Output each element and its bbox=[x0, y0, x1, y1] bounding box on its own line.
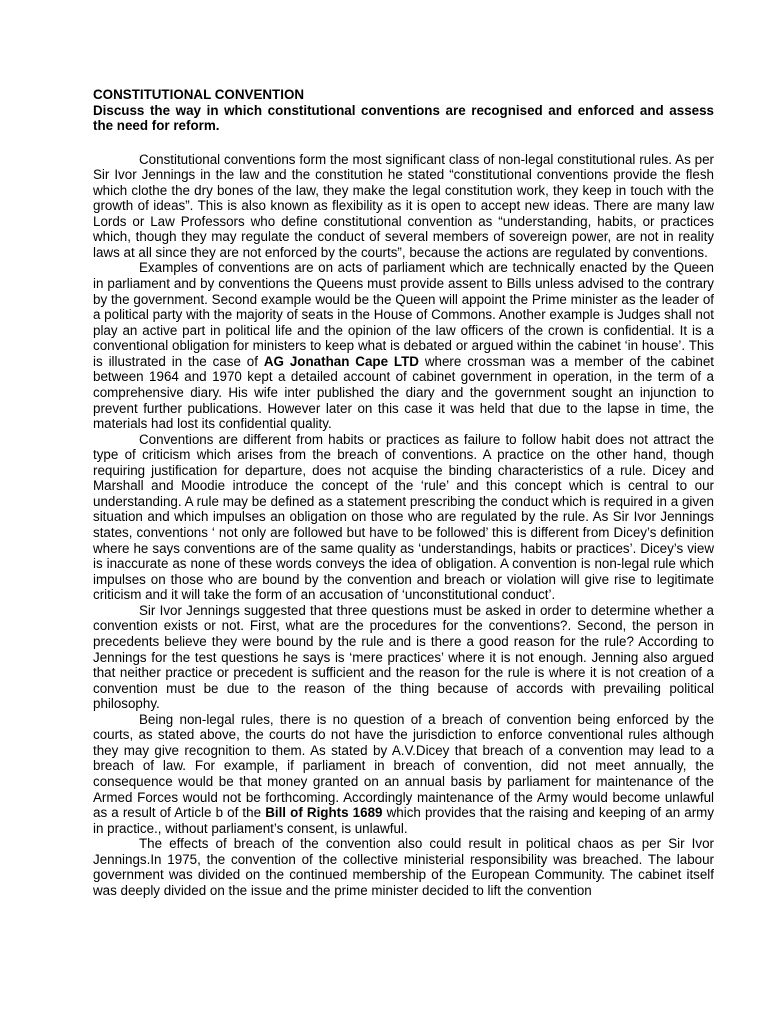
spacer bbox=[93, 134, 714, 152]
essay-question: Discuss the way in which constitutional conventions are recognised and enforced and assess the need for reform. bbox=[93, 102, 714, 133]
paragraph-5 bbox=[93, 712, 714, 837]
paragraph-text: Sir Ivor Jennings suggested that three questions must be asked in order to determine whether a convention exists or not. First, what are the procedures for the conventions?. Second, the person in precedents believe they were bound by the rule and is there a good reason for the rule? According to Jennings for the test questions he says is ‘mere practices’ where it is not enough. Jenning also argued that neither practice or precedent is sufficient and the reason for the rule is where it is not creation of a convention must be due to the reason of the thing because of accords with prevailing political philosophy. bbox=[93, 602, 714, 712]
statute-citation: Bill of Rights 1689 bbox=[265, 805, 383, 821]
paragraph-2 bbox=[93, 260, 714, 431]
paragraph-text: where crossman was a member of the cabinet between 1964 and 1970 kept a detailed account of cabinet government in operation, in the term of a comprehensive diary. His wife inter published the diary and the government sought an injunction to prevent further publications. However later on this case it was held that due to the lapse in time, the materials had lost its confidential quality. bbox=[93, 353, 715, 432]
paragraph-3 bbox=[93, 432, 714, 603]
case-citation: AG Jonathan Cape LTD bbox=[263, 353, 419, 369]
paragraph-text: Examples of conventions are on acts of parliament which are technically enacted by the Queen in parliament and by conventions the Queens must provide assent to Bills unless advised to the contrary by the government. Second example would be the Queen will appoint the Prime minister as the leader of a political party with the majority of seats in the House of Commons. Another example is Judges shall not play an active part in political life and the opinion of the law officers of the crown is confidential. It is a conventional obligation for ministers to keep what is debated or argued within the cabinet ‘in house’. This is illustrated in the case of bbox=[93, 260, 714, 369]
paragraph-1 bbox=[93, 152, 714, 261]
paragraph-text: Constitutional conventions form the most significant class of non-legal constitutional rules. As per Sir Ivor Jennings in the law and the constitution he stated “constitutional conventions provide the flesh which clothe the dry bones of the law, they make the legal constitution work, they keep in touch with the growth of ideas”. This is also known as flexibility as it is open to accept new ideas. There are many law Lords or Law Professors who define constitutional convention as “understanding, habits, or practices which, though they may regulate the conduct of several members of sovereign power, are not in reality laws at all since they are not enforced by the courts”, because the actions are regulated by conventions. bbox=[93, 151, 714, 260]
document-title: CONSTITUTIONAL CONVENTION bbox=[93, 87, 305, 102]
paragraph-text: Being non-legal rules, there is no question of a breach of convention being enforced by the courts, as stated above, the courts do not have the jurisdiction to enforce conventional rules although they may give recognition to them. As stated by A.V.Dicey that breach of a convention may lead to a breach of law. For example, if parliament in breach of convention, did not meet annually, the consequence would be that money granted on an annual basis by parliament for maintenance of the Armed Forces would not be forthcoming. Accordingly maintenance of the Army would become unlawful as a result of Article b of the bbox=[93, 711, 714, 821]
paragraph-text: Conventions are different from habits or practices as failure to follow habit does not attract the type of criticism which arises from the breach of conventions. A practice on the other hand, though requiring justification for departure, does not acquise the binding characteristics of a rule. Dicey and Marshall and Moodie introduce the concept of the ‘rule’ and this concept which is central to our understanding. A rule may be defined as a statement prescribing the conduct which is required in a given situation and which impulses an obligation on those who are regulated by the rule. As Sir Ivor Jennings states, conventions ‘ not only are followed but have to be followed’ this is different from Dicey’s definition where he says conventions are of the same quality as ‘understandings, habits or practices’. Dicey’s view is inaccurate as none of these words conveys the idea of obligation. A convention is non-legal rule which impulses on those who are bound by the convention and breach or violation will give rise to legitimate criticism and it will take the form of an accusation of ‘unconstitutional conduct’. bbox=[93, 431, 714, 603]
paragraph-text: The effects of breach of the convention also could result in political chaos as per Sir Ivor Jennings.In 1975, the convention of the collective ministerial responsibility was breached. The labour government was divided on the continued membership of the European Community. The cabinet itself was deeply divided on the issue and the prime minister decided to lift the convention bbox=[93, 836, 714, 898]
paragraph-6 bbox=[93, 836, 714, 898]
paragraph-4 bbox=[93, 603, 714, 712]
paragraph-text: which provides that the raising and keeping of an army in practice., without parliament’s consent, is unlawful. bbox=[93, 805, 715, 836]
